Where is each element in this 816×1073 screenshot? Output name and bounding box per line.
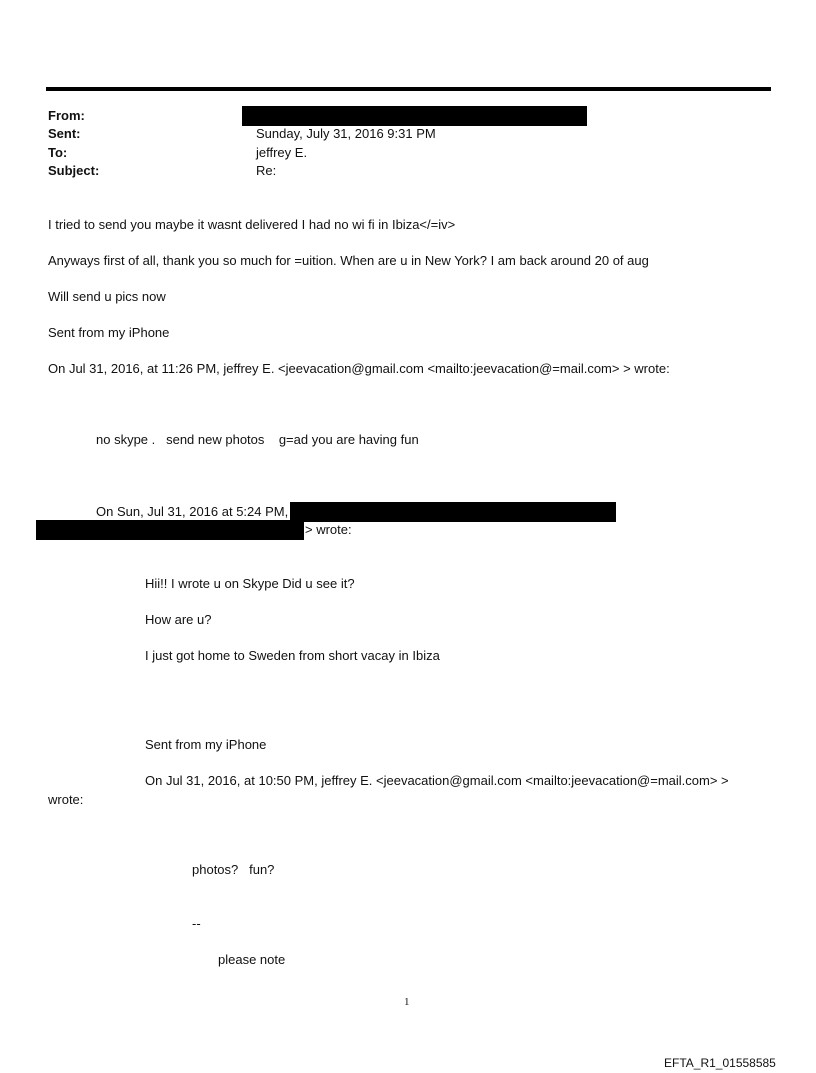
quote1-wrote: > wrote: [305,522,352,537]
sent-value: Sunday, July 31, 2016 9:31 PM [256,126,436,141]
page-number: 1 [404,996,410,1008]
subject-label: Subject: [48,163,100,178]
quote2-header: On Jul 31, 2016, at 10:50 PM, jeffrey E. <jeevacation@gmail.com <mailto:jeevacation@=mail.com> > [145,773,729,788]
body-signature: Sent from my iPhone [48,325,170,340]
quote1-on-line: On Sun, Jul 31, 2016 at 5:24 PM, [96,504,289,519]
header-rule [46,87,771,91]
to-label: To: [48,145,68,160]
quote3-line-2: -- [192,916,201,931]
quote3-line-3: please note [218,952,286,967]
redacted-sender-1 [290,502,616,522]
body-line-2: Anyways first of all, thank you so much for =uition. When are u in New York? I am back around 20 of aug [48,253,649,268]
document-id: EFTA_R1_01558585 [664,1056,776,1070]
from-label: From: [48,108,85,123]
body-quote-header: On Jul 31, 2016, at 11:26 PM, jeffrey E. <jeevacation@gmail.com <mailto:jeevacation@=mail.com> > wrote: [48,361,670,376]
quote2-line-1: Hii!! I wrote u on Skype Did u see it? [145,576,355,591]
quote2-signature: Sent from my iPhone [145,737,267,752]
quote2-header-cont: wrote: [48,792,84,807]
redacted-from [242,106,587,126]
body-line-3: Will send u pics now [48,289,166,304]
quote1-line-1: no skype . send new photos g=ad you are having fun [96,432,419,447]
redacted-sender-2 [36,520,304,540]
body-line-1: I tried to send you maybe it wasnt delivered I had no wi fi in Ibiza</=iv> [48,217,456,232]
quote2-line-2: How are u? [145,612,212,627]
subject-value: Re: [256,163,277,178]
to-value: jeffrey E. [256,145,308,160]
sent-label: Sent: [48,126,81,141]
quote3-line-1: photos? fun? [192,862,275,877]
quote2-line-3: I just got home to Sweden from short vacay in Ibiza [145,648,440,663]
